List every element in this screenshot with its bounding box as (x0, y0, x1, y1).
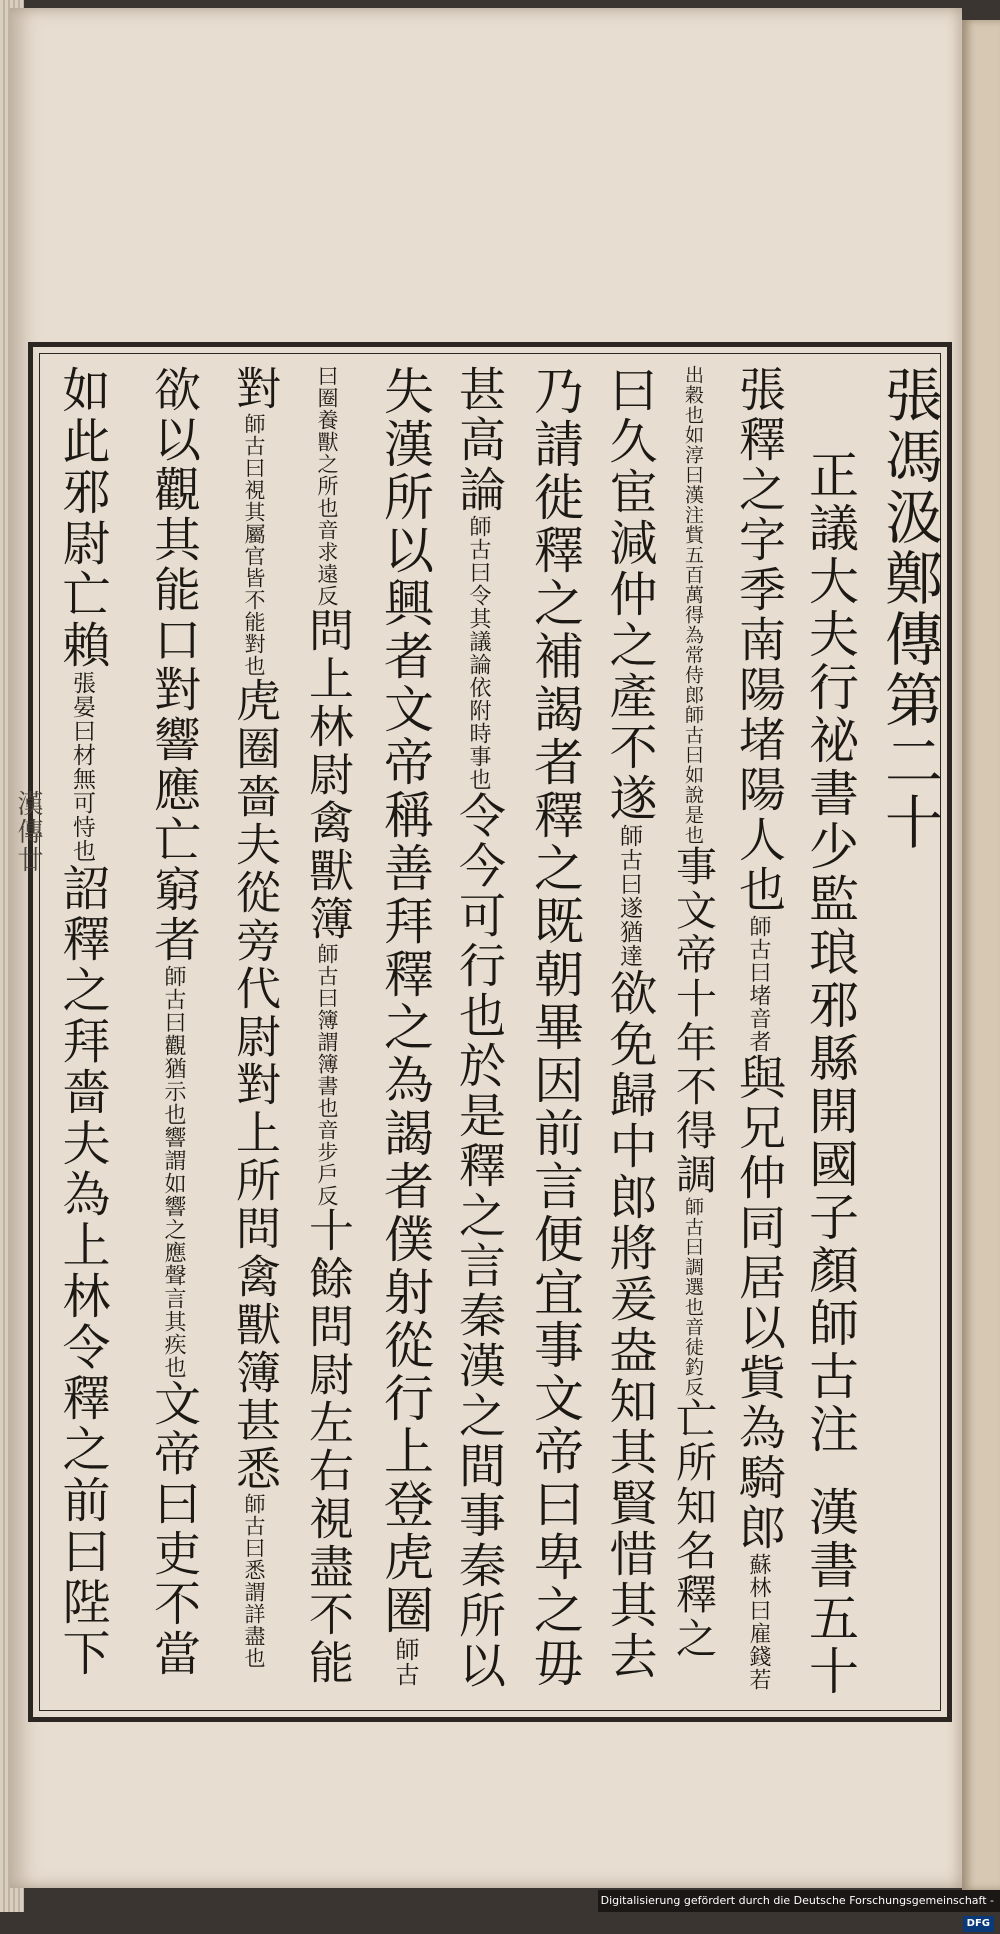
column-title (875, 365, 943, 853)
column-text: 張馮汲鄭傳第二十 (875, 365, 943, 853)
column-4: 出穀也如淳曰漢注貲五百萬得為常侍郎師古曰如說是也事文帝十年不得調師古曰調選也音徒釣反亡所知名釋之 (669, 365, 717, 1661)
column-12: 如此邪尉亡賴張晏曰材無可恃也詔釋之拜嗇夫為上林令釋之前曰陛下 (54, 365, 110, 1679)
footer-text: Digitalisierung gefördert durch die Deutsche Forschungsgemeinschaft - (600, 1894, 994, 1907)
annotation: 師古曰令其議論依附時事也 (466, 515, 491, 791)
annotation: 蘇林曰雇錢若 (746, 1553, 771, 1691)
annotation: 師古曰調選也音徒釣反 (682, 1197, 704, 1397)
column-9: 曰圈養獸之所也音求遠反問上林尉禽獸簿師古曰簿謂簿書也音步戶反十餘問尉左右視盡不能 (301, 365, 354, 1687)
annotation: 張晏曰材無可恃也 (69, 671, 95, 863)
gutter-margin-text: 漢傳廿 (13, 790, 43, 874)
dfg-logo: DFG (963, 1916, 994, 1932)
column-11: 欲以觀其能口對響應亡窮者師古曰觀猶示也響謂如響之應聲言其疾也文帝曰吏不當 (146, 365, 201, 1679)
annotation: 曰圈養獸之所也音求遠反 (315, 365, 339, 607)
annotation: 師古曰堵音者 (746, 915, 771, 1053)
column-3: 張釋之字季南陽堵陽人也師古曰堵音者與兄仲同居以貲為騎郎蘇林曰雇錢若 (731, 365, 786, 1691)
column-tail: 漢書五十 (801, 1486, 859, 1698)
column-7: 甚高論師古曰令其議論依附時事也令今可行也於是釋之言秦漢之間事秦所以 (451, 365, 506, 1691)
column-5: 曰久宦減仲之產不遂師古曰遂猶達欲免歸中郎將爰盎知其賢惜其去 (601, 365, 657, 1682)
annotation: 師古曰視其屬官皆不能對也 (242, 413, 266, 677)
annotation: 師古曰遂猶達 (616, 824, 642, 968)
column-author (801, 365, 859, 1698)
column-text: 正議大夫行祕書少監琅邪縣開國子顏師古注 (801, 449, 859, 1456)
page-edge-right (962, 20, 1000, 1890)
annotation: 師古曰觀猶示也響謂如響之應聲言其疾也 (161, 965, 186, 1379)
column-8: 失漢所以興者文帝稱善拜釋之為謁者僕射從行上登虎圈師古 (376, 365, 434, 1687)
annotation: 師古曰悉謂詳盡也 (242, 1493, 266, 1669)
annotation: 出穀也如淳曰漢注貲五百萬得為常侍郎師古曰如說是也 (682, 365, 704, 845)
annotation: 師古曰簿謂簿書也音步戶反 (315, 943, 339, 1207)
annotation: 師古 (391, 1637, 419, 1687)
column-10: 對師古曰視其屬官皆不能對也虎圈嗇夫從旁代尉對上所問禽獸簿甚悉師古曰悉謂詳盡也 (228, 365, 281, 1669)
digitization-footer (598, 1890, 1000, 1929)
column-6: 乃請徙釋之補謁者釋之既朝畢因前言便宜事文帝曰卑之毋 (526, 365, 584, 1690)
